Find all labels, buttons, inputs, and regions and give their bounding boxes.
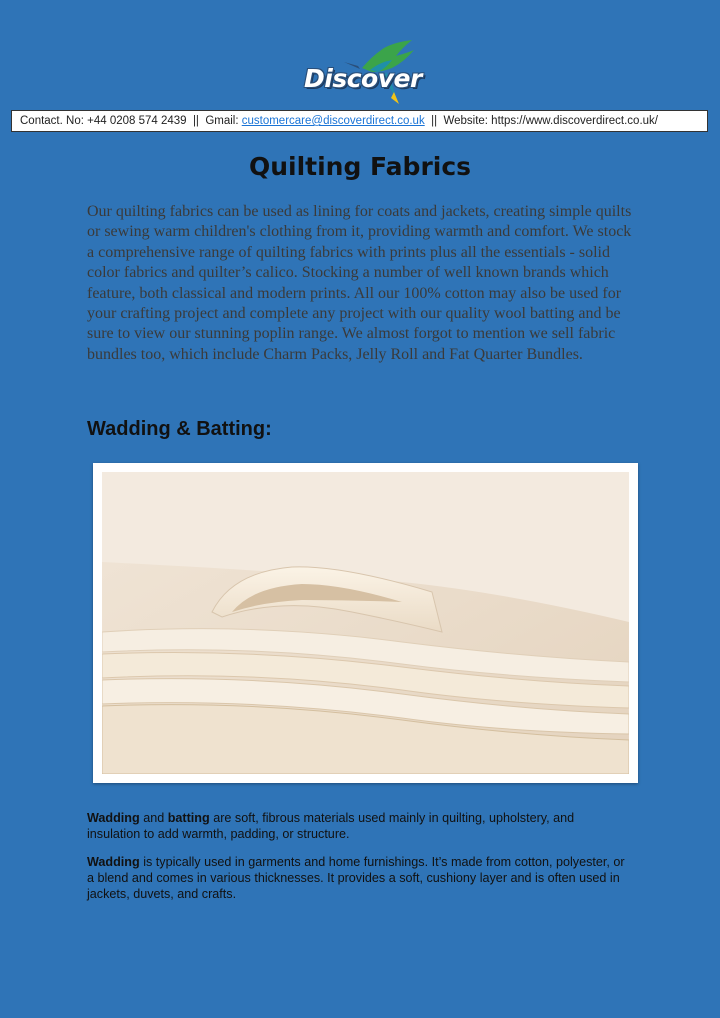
logo-wordmark: Discover bbox=[304, 64, 422, 93]
discover-logo[interactable] bbox=[300, 38, 420, 110]
folded-wadding-image bbox=[102, 472, 629, 774]
email-link[interactable]: customercare@discoverdirect.co.uk bbox=[241, 115, 425, 127]
bold-term-batting: batting bbox=[167, 811, 210, 825]
wadding-photo bbox=[93, 463, 638, 783]
contact-website-text: || Website: https://www.discoverdirect.co.uk/ bbox=[424, 115, 658, 127]
section-heading: Wadding & Batting: bbox=[87, 418, 272, 440]
paragraph-text: are soft, fibrous materials used mainly in quilting, upholstery, and insulation to add warmth, padding, or structure. bbox=[87, 811, 575, 842]
text-and: and bbox=[139, 811, 168, 825]
contact-bar bbox=[11, 110, 708, 132]
contact-phone-text: Contact. No: +44 0208 574 2439 || Gmail: bbox=[20, 115, 242, 127]
wadding-description-paragraph bbox=[87, 854, 627, 903]
page-title: Quilting Fabrics bbox=[248, 152, 472, 181]
paragraph-text: is typically used in garments and home furnishings. It’s made from cotton, polyester, or a blend and comes in various thicknesses. It provides a soft, cushiony layer and is often used in jackets, duvets, and crafts. bbox=[87, 855, 625, 902]
intro-paragraph: Our quilting fabrics can be used as lining for coats and jackets, creating simple quilts or sewing warm children's clothing from it, providing warmth and comfort. We stock a comprehensive range of quilting fabrics with prints plus all the essentials - solid color fabrics and quilter’s calico. Stocking a number of well known brands which feature, both classical and modern prints. All our 100% cotton may also be used for your crafting project and complete any project with our quality wool batting and be sure to view our stunning poplin range. We almost forgot to mention we sell fabric bundles too, which include Charm Packs, Jelly Roll and Fat Quarter Bundles. bbox=[87, 203, 632, 363]
bold-term-wadding: Wadding bbox=[87, 811, 140, 825]
wadding-batting-paragraph bbox=[87, 810, 627, 842]
bold-term-wadding: Wadding bbox=[87, 855, 140, 869]
